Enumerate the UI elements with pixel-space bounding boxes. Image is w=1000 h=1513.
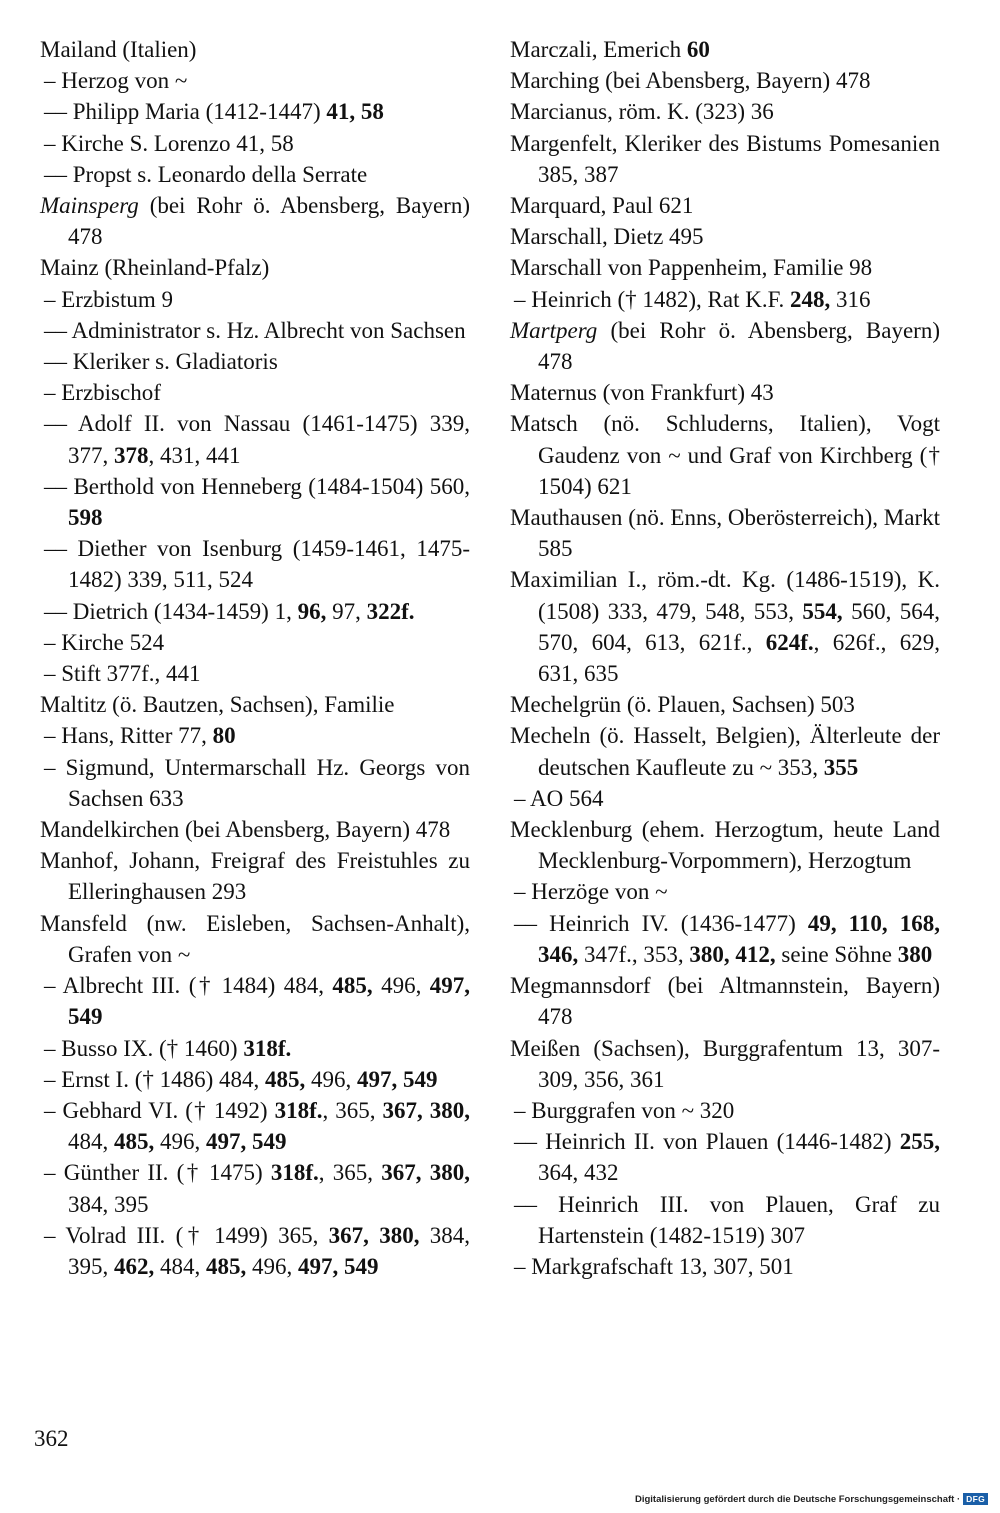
entry-text: – Busso IX. († 1460) (44, 1035, 244, 1061)
index-subentry (510, 908, 940, 970)
entry-text: Meißen (Sachsen), Burggrafentum 13, 307-309, 356, 361 (510, 1035, 940, 1092)
bold-page-ref: 378 (114, 442, 149, 468)
entry-text: –– Adolf II. von Nassau (1461-1475) 339, 377, (44, 411, 470, 468)
entry-text: – Erzbistum 9 (44, 286, 174, 312)
bold-page-ref: 318f. (270, 1160, 319, 1186)
index-entry (510, 65, 940, 96)
bold-page-ref: 380, 412, (689, 941, 776, 967)
bold-page-ref: 462, (114, 1253, 155, 1279)
entry-text: 97, (326, 598, 367, 624)
footer-text: Digitalisierung gefördert durch die Deutsche Forschungsgemeinschaft · (634, 1493, 961, 1505)
entry-text: – Herzöge von ~ (514, 879, 668, 905)
bold-page-ref: 367, 380, (382, 1097, 471, 1123)
entry-text: – Gebhard VI. († 1492) (44, 1097, 275, 1123)
entry-text: 484, (154, 1253, 206, 1279)
entry-text: 496, (372, 973, 430, 999)
index-subentry (40, 658, 470, 689)
bold-page-ref: 554, (802, 598, 843, 624)
entry-text: –– Kleriker s. Gladiatoris (44, 349, 278, 375)
entry-text: Maternus (von Frankfurt) 43 (510, 380, 774, 406)
entry-text: Mauthausen (nö. Enns, Oberösterreich), Markt 585 (510, 505, 940, 562)
index-entry (40, 845, 470, 907)
index-subentry (510, 876, 940, 907)
entry-text: 560, 564, 570, 604, 613, 621f., (538, 598, 940, 655)
bold-page-ref: 49, 110, 168, 346, (538, 910, 940, 967)
bold-page-ref: 367, 380, (381, 1160, 470, 1186)
bold-page-ref: 318f. (274, 1097, 323, 1123)
entry-text: – Herzog von ~ (44, 68, 188, 94)
index-entry (40, 252, 470, 283)
entry-text: Maltitz (ö. Bautzen, Sachsen), Familie (40, 692, 395, 718)
bold-page-ref: 497, 549 (68, 973, 471, 1030)
entry-text: , 431, 441 (148, 442, 241, 468)
entry-text: Maximilian I., röm.-dt. Kg. (1486-1519), K. (1508) 333, 479, 548, 553, (510, 567, 940, 624)
index-subentry (40, 96, 470, 127)
entry-text: (bei Rohr ö. Abensberg, Bayern) 478 (68, 193, 470, 250)
index-subentry (40, 159, 470, 190)
index-entry (510, 315, 940, 377)
index-entry (40, 34, 470, 65)
index-entry (510, 970, 940, 1032)
index-subentry (40, 408, 470, 470)
entry-text: –– Heinrich II. von Plauen (1446-1482) (514, 1129, 900, 1155)
entry-text: , 365, (322, 1097, 383, 1123)
index-entry (40, 814, 470, 845)
entry-text: – Kirche 524 (44, 629, 165, 655)
index-entry (510, 408, 940, 502)
entry-text: – Albrecht III. († 1484) 484, (44, 973, 333, 999)
entry-text: seine Söhne (775, 941, 898, 967)
index-subentry (40, 471, 470, 533)
index-subentry (40, 720, 470, 751)
entry-text: – AO 564 (514, 785, 604, 811)
bold-page-ref: 485, (332, 973, 373, 999)
index-entry (510, 252, 940, 283)
index-subentry (40, 970, 470, 1032)
entry-text: Mansfeld (nw. Eisleben, Sachsen-Anhalt), Grafen von ~ (40, 910, 470, 967)
bold-page-ref: 497, 549 (357, 1066, 438, 1092)
index-subentry (40, 752, 470, 814)
footer-credit (635, 1493, 988, 1505)
index-entry (510, 689, 940, 720)
index-subentry (510, 1251, 940, 1282)
entry-text: – Heinrich († 1482), Rat K.F. (514, 286, 791, 312)
entry-text: Marczali, Emerich (510, 37, 687, 62)
entry-text: Marquard, Paul 621 (510, 193, 694, 219)
index-subentry (510, 1126, 940, 1188)
index-entry (510, 128, 940, 190)
entry-text: – Volrad III. († 1499) 365, (44, 1222, 329, 1248)
entry-text: 384, 395 (68, 1191, 149, 1217)
italic-term: Martperg (510, 317, 598, 343)
index-subentry (40, 1064, 470, 1095)
bold-page-ref: 367, 380, (328, 1222, 420, 1248)
index-subentry (510, 1189, 940, 1251)
index-entry (510, 1033, 940, 1095)
entry-text: –– Dietrich (1434-1459) 1, (44, 598, 298, 624)
index-entry (510, 190, 940, 221)
entry-text: Marcianus, röm. K. (323) 36 (510, 99, 774, 125)
entry-text: – Hans, Ritter 77, (44, 723, 213, 749)
index-subentry (40, 596, 470, 627)
entry-text: Marschall von Pappenheim, Familie 98 (510, 255, 873, 281)
entry-text: Mecheln (ö. Hasselt, Belgien), Älterleute der deutschen Kaufleute zu ~ 353, (510, 723, 940, 780)
entry-text: Mailand (Italien) (40, 37, 197, 62)
entry-text: 316 (830, 286, 871, 312)
entry-text: , 365, (318, 1160, 382, 1186)
index-subentry (40, 1157, 470, 1219)
bold-page-ref: 598 (68, 505, 103, 531)
bold-page-ref: 380 (897, 941, 933, 967)
index-subentry (40, 627, 470, 658)
bold-page-ref: 355 (823, 754, 859, 780)
entry-text: 496, (305, 1066, 358, 1092)
index-column-right (510, 34, 940, 1282)
index-subentry (40, 65, 470, 96)
bold-page-ref: 497, 549 (206, 1129, 287, 1155)
index-entry (510, 564, 940, 689)
entry-text: –– Philipp Maria (1412-1447) (44, 99, 327, 125)
bold-page-ref: 96, (297, 598, 327, 624)
index-entry (40, 689, 470, 720)
bold-page-ref: 485, (114, 1129, 155, 1155)
bold-page-ref: 497, 549 (298, 1253, 379, 1279)
entry-text: Margenfelt, Kleriker des Bistums Pomesanien 385, 387 (510, 130, 940, 187)
entry-text: , 626f., 629, 631, 635 (538, 629, 940, 687)
entry-text: (bei Rohr ö. Abensberg, Bayern) 478 (538, 317, 940, 375)
entry-text: – Markgrafschaft 13, 307, 501 (514, 1253, 794, 1279)
index-subentry (40, 377, 470, 408)
bold-page-ref: 80 (212, 723, 236, 749)
entry-text: Marching (bei Abensberg, Bayern) 478 (510, 68, 871, 94)
entry-text: – Stift 377f., 441 (44, 661, 201, 687)
index-subentry (40, 315, 470, 346)
bold-page-ref: 318f. (243, 1035, 292, 1061)
entry-text: 364, 432 (538, 1160, 619, 1186)
bold-page-ref: 41, 58 (326, 99, 384, 125)
entry-text: – Günther II. († 1475) (44, 1160, 271, 1186)
index-subentry (510, 284, 940, 315)
entry-text: – Sigmund, Untermarschall Hz. Georgs von Sachsen 633 (44, 754, 470, 811)
entry-text: Manhof, Johann, Freigraf des Freistuhles zu Elleringhausen 293 (40, 848, 470, 905)
bold-page-ref: 255, (899, 1129, 940, 1155)
entry-text: –– Heinrich III. von Plauen, Graf zu Hartenstein (1482-1519) 307 (514, 1191, 940, 1248)
entry-text: Mechelgrün (ö. Plauen, Sachsen) 503 (510, 692, 855, 718)
entry-text: –– Diether von Isenburg (1459-1461, 1475-1482) 339, 511, 524 (44, 536, 470, 593)
index-subentry (40, 1033, 470, 1064)
page-number: 362 (34, 1426, 69, 1451)
dfg-logo: DFG (963, 1493, 988, 1505)
bold-page-ref: 485, (206, 1253, 247, 1279)
index-subentry (40, 128, 470, 159)
entry-text: 484, (68, 1129, 114, 1155)
index-column-left (40, 34, 470, 1282)
bold-page-ref: 60 (686, 37, 710, 62)
entry-text: Megmannsdorf (bei Altmannstein, Bayern) 478 (510, 973, 940, 1030)
index-entry (510, 502, 940, 564)
index-entry (510, 221, 940, 252)
index-entry (510, 377, 940, 408)
entry-text: –– Heinrich IV. (1436-1477) (514, 910, 808, 936)
bold-page-ref: 485, (265, 1066, 306, 1092)
entry-text: 496, (154, 1129, 206, 1155)
index-subentry (510, 1095, 940, 1126)
index-entry (510, 96, 940, 127)
entry-text: Mecklenburg (ehem. Herzogtum, heute Land Mecklenburg-Vorpommern), Herzogtum (510, 817, 940, 874)
entry-text: Matsch (nö. Schluderns, Italien), Vogt Gaudenz von ~ und Graf von Kirchberg († 1504) 621 (510, 411, 940, 499)
entry-text: 384, 395, (68, 1222, 470, 1279)
index-subentry (510, 783, 940, 814)
entry-text: 496, (246, 1253, 298, 1279)
entry-text: – Ernst I. († 1486) 484, (44, 1066, 266, 1092)
entry-text: Marschall, Dietz 495 (510, 224, 704, 250)
bold-page-ref: 624f. (765, 629, 814, 655)
bold-page-ref: 248, (790, 286, 831, 312)
entry-text: – Kirche S. Lorenzo 41, 58 (44, 130, 294, 156)
index-entry (510, 720, 940, 782)
entry-text: –– Berthold von Henneberg (1484-1504) 560, (44, 473, 470, 499)
index-subentry (40, 533, 470, 595)
entry-text: –– Administrator s. Hz. Albrecht von Sachsen (44, 317, 466, 343)
index-entry (40, 908, 470, 970)
italic-term: Mainsperg (40, 193, 139, 219)
index-entry (510, 34, 940, 65)
entry-text: Mainz (Rheinland-Pfalz) (40, 255, 270, 281)
entry-text: 347f., 353, (578, 941, 690, 967)
index-entry (40, 190, 470, 252)
index-subentry (40, 1095, 470, 1157)
bold-page-ref: 322f. (366, 598, 415, 624)
index-subentry (40, 346, 470, 377)
index-entry (510, 814, 940, 876)
index-subentry (40, 1220, 470, 1282)
entry-text: – Erzbischof (44, 380, 161, 406)
entry-text: –– Propst s. Leonardo della Serrate (44, 161, 368, 187)
entry-text: – Burggrafen von ~ 320 (514, 1097, 735, 1123)
entry-text: Mandelkirchen (bei Abensberg, Bayern) 478 (40, 817, 451, 843)
index-subentry (40, 284, 470, 315)
